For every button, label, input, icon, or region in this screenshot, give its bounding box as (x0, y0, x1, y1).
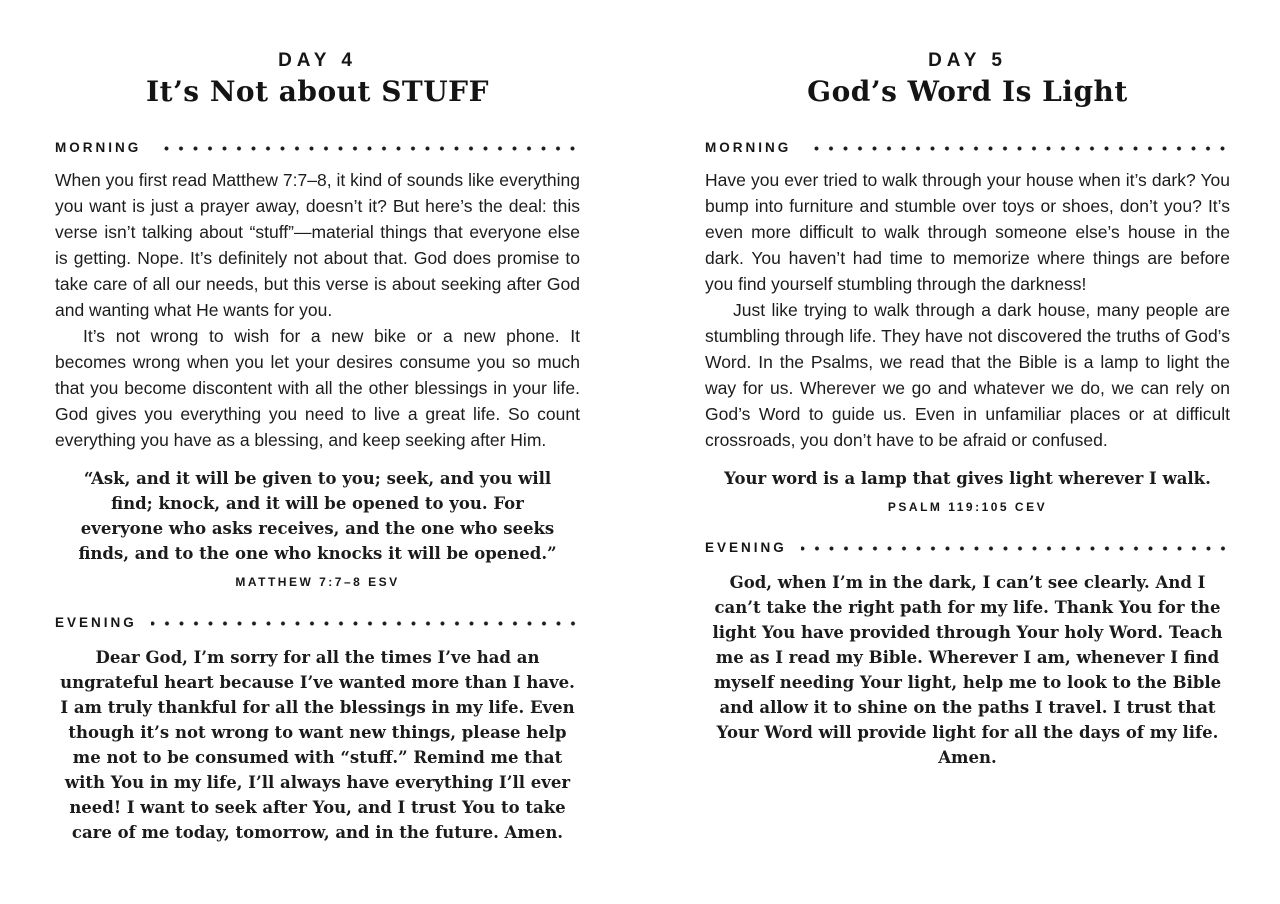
morning-paragraph: Just like trying to walk through a dark house, many people are stumbling through life. They have not discovered the truths of God’s Word. In the Psalms, we read that the Bible is a lamp to light the way for us. Wherever we go and whatever we do, we can rely on God’s Word to guide us. Even in unfamiliar places or at difficult crossroads, you don’t have to be afraid or confused. (705, 300, 1230, 450)
morning-label: MORNING (705, 139, 792, 155)
page-title: God’s Word Is Light (807, 75, 1128, 108)
scripture-verse: Your word is a lamp that gives light wherever I walk. (724, 469, 1211, 488)
morning-paragraph: Have you ever tried to walk through your house when it’s dark? You bump into furniture and stumble over toys or shoes, don’t you? It’s even more difficult to walk through someone else’s house in the dark. You haven’t had time to memorize where things are before you find yourself stumbling through the darkness! (705, 170, 1230, 294)
dot-leader (801, 546, 1230, 551)
evening-heading (705, 538, 1230, 556)
evening-label: EVENING (55, 614, 137, 630)
morning-heading (55, 138, 580, 156)
scripture-reference: MATTHEW 7:7–8 ESV (235, 575, 400, 589)
morning-label: MORNING (55, 139, 142, 155)
page-day-5 (640, 0, 1280, 904)
morning-paragraph: It’s not wrong to wish for a new bike or a new phone. It becomes wrong when you let your desires consume you so much that you become discontent with all the other blessings in your life. God gives you everything you need to live a great life. So count everything you have as a blessing, and keep seeking after Him. (55, 326, 580, 450)
evening-prayer: God, when I’m in the dark, I can’t see clearly. And I can’t take the right path for my life. Thank You for the light You have provided through Your holy Word. Teach me as I read my Bible. Wherever I am, whenever I find myself needing Your light, help me to look to the Bible and allow it to shine on the paths I travel. I trust that Your Word will provide light for all the days of my life. Amen. (712, 573, 1223, 767)
page-title: It’s Not about STUFF (146, 75, 489, 108)
evening-prayer: Dear God, I’m sorry for all the times I’ve had an ungrateful heart because I’ve wanted more than I have. I am truly thankful for all the blessings in my life. Even though it’s not wrong to want new things, please help me not to be consumed with “stuff.” Remind me that with You in my life, I’ll always have everything I’ll ever need! I want to seek after You, and I trust You to take care of me today, tomorrow, and in the future. Amen. (60, 648, 575, 842)
scripture-reference: PSALM 119:105 CEV (887, 500, 1048, 514)
dot-leader (805, 146, 1230, 151)
morning-paragraph: When you first read Matthew 7:7–8, it kind of sounds like everything you want is just a prayer away, doesn’t it? But here’s the deal: this verse isn’t talking about “stuff”—material things that everyone else is getting. Nope. It’s definitely not about that. God does promise to take care of all our needs, but this verse is about seeking after God and wanting what He wants for you. (55, 170, 580, 320)
dot-leader (155, 146, 580, 151)
morning-heading (705, 138, 1230, 156)
dot-leader (151, 621, 580, 626)
evening-label: EVENING (705, 539, 787, 555)
day-label: DAY 5 (928, 50, 1007, 71)
day-label: DAY 4 (278, 50, 357, 71)
evening-heading (55, 613, 580, 631)
scripture-verse: “Ask, and it will be given to you; seek, and you will find; knock, and it will be opened to you. For everyone who asks receives, and the one who seeks finds, and to the one who knocks it will be opened.” (78, 469, 557, 563)
